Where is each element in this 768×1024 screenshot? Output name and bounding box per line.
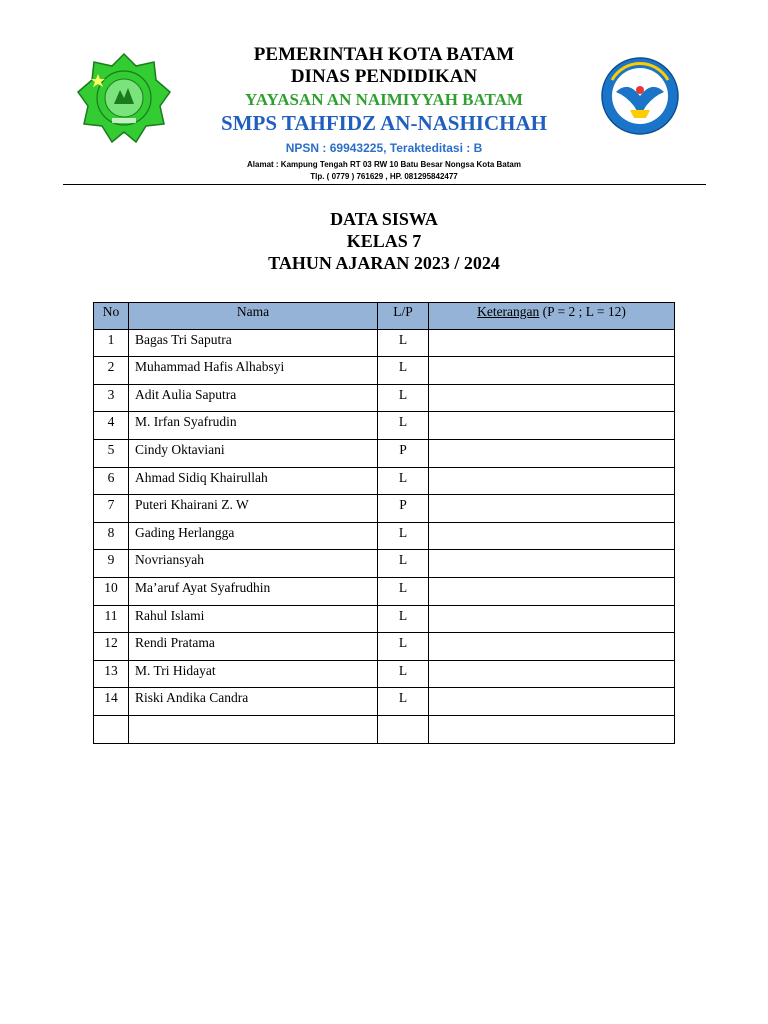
cell-no: 13 [94,660,129,688]
cell-nama: M. Tri Hidayat [129,660,378,688]
cell-keterangan [429,495,675,523]
cell-nama: Adit Aulia Saputra [129,384,378,412]
cell-no: 3 [94,384,129,412]
cell-keterangan [429,633,675,661]
cell-keterangan [429,412,675,440]
header-no: No [94,303,129,330]
table-row [94,357,675,385]
cell-lp: L [378,384,429,412]
school-npsn: NPSN : 69943225, Terakteditasi : B [285,141,483,155]
department-name: DINAS PENDIDIKAN [290,66,478,87]
school-name: SMPS TAHFIDZ AN-NASHICHAH [221,111,547,135]
table-row [94,550,675,578]
table-row [94,522,675,550]
table-header-row [94,303,675,330]
document-title [0,208,768,274]
cell-nama: Cindy Oktaviani [129,439,378,467]
school-logo [76,52,172,144]
table-row [94,329,675,357]
cell-no: 2 [94,357,129,385]
cell-keterangan [429,577,675,605]
cell-keterangan [429,439,675,467]
cell-no: 4 [94,412,129,440]
cell-keterangan [429,715,675,743]
cell-no: 11 [94,605,129,633]
cell-lp [378,715,429,743]
letterhead [0,0,768,190]
government-name: PEMERINTAH KOTA BATAM [253,44,515,65]
cell-lp: P [378,439,429,467]
cell-nama: M. Irfan Syafrudin [129,412,378,440]
cell-lp: L [378,633,429,661]
header-lp: L/P [378,303,429,330]
school-address: Alamat : Kampung Tengah RT 03 RW 10 Batu Besar Nongsa Kota Batam [247,160,521,169]
cell-no: 14 [94,688,129,716]
table-row [94,688,675,716]
cell-nama: Rahul Islami [129,605,378,633]
header-divider [63,184,706,185]
cell-lp: L [378,688,429,716]
student-table [93,302,675,744]
cell-keterangan [429,660,675,688]
cell-nama: Ma’aruf Ayat Syafrudhin [129,577,378,605]
cell-lp: L [378,522,429,550]
cell-keterangan [429,522,675,550]
table-row [94,660,675,688]
cell-lp: L [378,660,429,688]
cell-nama: Muhammad Hafis Alhabsyi [129,357,378,385]
cell-nama: Ahmad Sidiq Khairullah [129,467,378,495]
title-line-2: KELAS 7 [346,231,422,251]
cell-lp: P [378,495,429,523]
title-line-3: TAHUN AJARAN 2023 / 2024 [268,253,500,273]
cell-lp: L [378,329,429,357]
cell-no: 7 [94,495,129,523]
cell-nama: Riski Andika Candra [129,688,378,716]
cell-no: 9 [94,550,129,578]
cell-lp: L [378,550,429,578]
table-row [94,467,675,495]
school-phone: Tlp. ( 0779 ) 761629 , HP. 081295842477 [310,172,458,181]
cell-lp: L [378,357,429,385]
cell-lp: L [378,412,429,440]
cell-keterangan [429,467,675,495]
tut-wuri-handayani-logo [600,56,680,136]
cell-lp: L [378,605,429,633]
cell-nama [129,715,378,743]
cell-no: 8 [94,522,129,550]
table-row [94,439,675,467]
cell-no: 5 [94,439,129,467]
table-row [94,715,675,743]
cell-no [94,715,129,743]
cell-lp: L [378,467,429,495]
cell-no: 12 [94,633,129,661]
cell-no: 1 [94,329,129,357]
student-rows [94,329,675,743]
cell-keterangan [429,605,675,633]
cell-no: 10 [94,577,129,605]
table-row [94,633,675,661]
cell-lp: L [378,577,429,605]
table-row [94,412,675,440]
cell-nama: Gading Herlangga [129,522,378,550]
cell-keterangan [429,384,675,412]
cell-keterangan [429,550,675,578]
cell-nama: Rendi Pratama [129,633,378,661]
table-row [94,605,675,633]
cell-no: 6 [94,467,129,495]
table-row [94,384,675,412]
table-row [94,495,675,523]
cell-keterangan [429,688,675,716]
header-nama: Nama [129,303,378,330]
letterhead-text [170,44,598,183]
cell-nama: Puteri Khairani Z. W [129,495,378,523]
table-row [94,577,675,605]
title-line-1: DATA SISWA [330,209,438,229]
header-keterangan [429,303,675,330]
header-keterangan-summary: (P = 2 ; L = 12) [539,304,626,319]
cell-nama: Novriansyah [129,550,378,578]
foundation-name: YAYASAN AN NAIMIYYAH BATAM [245,90,523,109]
header-keterangan-label: Keterangan [477,304,540,319]
cell-keterangan [429,329,675,357]
cell-keterangan [429,357,675,385]
cell-nama: Bagas Tri Saputra [129,329,378,357]
